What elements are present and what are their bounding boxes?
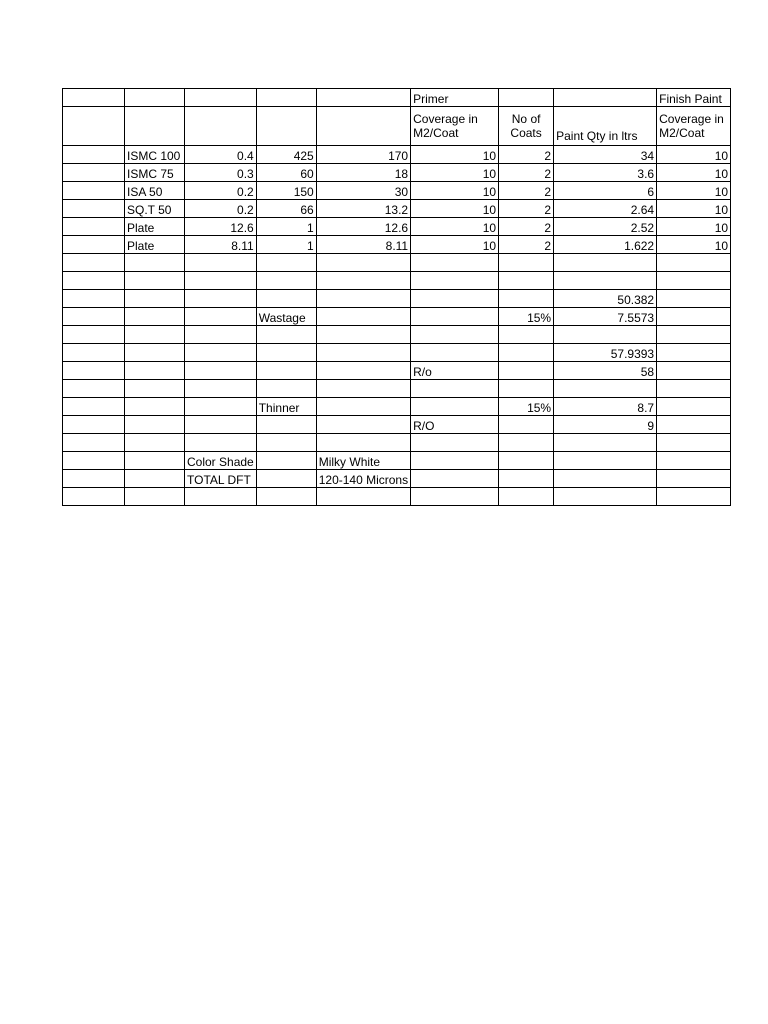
cell[interactable] (125, 362, 185, 380)
cell[interactable] (63, 308, 125, 326)
cell[interactable] (657, 470, 731, 488)
coats-cell[interactable]: 2 (499, 146, 554, 164)
thinner-label[interactable]: Thinner (256, 398, 316, 416)
cell[interactable] (499, 452, 554, 470)
value-a-cell[interactable]: 12.6 (185, 218, 257, 236)
cell[interactable] (63, 380, 125, 398)
cell[interactable] (411, 290, 499, 308)
value-b-cell[interactable]: 66 (256, 200, 316, 218)
table-row (63, 236, 731, 254)
cell[interactable] (63, 236, 125, 254)
finish-coverage-cell[interactable]: 10 (657, 182, 731, 200)
cell[interactable] (499, 344, 554, 362)
cell[interactable] (185, 290, 257, 308)
coverage-cell[interactable]: 10 (411, 236, 499, 254)
cell[interactable] (657, 308, 731, 326)
cell[interactable] (63, 146, 125, 164)
value-c-cell[interactable]: 30 (316, 182, 410, 200)
cell[interactable] (316, 380, 410, 398)
thinner-round-off-label[interactable]: R/O (411, 416, 499, 434)
cell[interactable] (657, 488, 731, 506)
thinner-row (63, 398, 731, 416)
cell[interactable] (316, 362, 410, 380)
section-cell[interactable]: ISMC 100 (125, 146, 185, 164)
cell[interactable] (125, 89, 185, 107)
wastage-value[interactable]: 7.5573 (554, 308, 657, 326)
empty-row (63, 326, 731, 344)
cell[interactable] (411, 470, 499, 488)
cell[interactable] (125, 326, 185, 344)
primer-header[interactable]: Primer (411, 89, 499, 107)
cell[interactable] (411, 326, 499, 344)
cell[interactable] (185, 488, 257, 506)
empty-row (63, 434, 731, 452)
header-row-2 (63, 107, 731, 146)
cell[interactable] (411, 344, 499, 362)
cell[interactable] (499, 362, 554, 380)
cell[interactable] (63, 290, 125, 308)
cell[interactable] (185, 398, 257, 416)
cell[interactable] (185, 107, 257, 146)
cell[interactable] (499, 89, 554, 107)
cell[interactable] (125, 254, 185, 272)
cell[interactable] (63, 416, 125, 434)
cell[interactable] (125, 470, 185, 488)
cell[interactable] (256, 452, 316, 470)
cell[interactable] (499, 470, 554, 488)
cell[interactable] (316, 326, 410, 344)
coverage-cell[interactable]: 10 (411, 218, 499, 236)
cell[interactable] (63, 164, 125, 182)
section-cell[interactable]: Plate (125, 236, 185, 254)
value-b-cell[interactable]: 150 (256, 182, 316, 200)
qty-cell[interactable]: 2.52 (554, 218, 657, 236)
cell[interactable] (125, 416, 185, 434)
cell[interactable] (256, 326, 316, 344)
cell[interactable] (316, 398, 410, 416)
cell[interactable] (63, 470, 125, 488)
cell[interactable] (185, 344, 257, 362)
table-row (63, 182, 731, 200)
value-c-cell[interactable]: 8.11 (316, 236, 410, 254)
cell[interactable] (411, 452, 499, 470)
cell[interactable] (657, 272, 731, 290)
cell[interactable] (125, 272, 185, 290)
cell[interactable] (256, 290, 316, 308)
qty-cell[interactable]: 2.64 (554, 200, 657, 218)
thinner-value[interactable]: 8.7 (554, 398, 657, 416)
cell[interactable] (499, 380, 554, 398)
cell[interactable] (411, 254, 499, 272)
cell[interactable] (316, 272, 410, 290)
cell[interactable] (125, 488, 185, 506)
cell[interactable] (411, 272, 499, 290)
subtotal-row (63, 290, 731, 308)
cell[interactable] (316, 89, 410, 107)
wastage-label[interactable]: Wastage (256, 308, 316, 326)
total-row (63, 344, 731, 362)
thinner-round-off-value[interactable]: 9 (554, 416, 657, 434)
cell[interactable] (256, 362, 316, 380)
cell[interactable] (316, 434, 410, 452)
cell[interactable] (63, 488, 125, 506)
cell[interactable] (411, 434, 499, 452)
finish-coverage-cell[interactable]: 10 (657, 236, 731, 254)
color-shade-value[interactable]: Milky White (316, 452, 410, 470)
round-off-value[interactable]: 58 (554, 362, 657, 380)
section-cell[interactable]: Plate (125, 218, 185, 236)
cell[interactable] (411, 488, 499, 506)
total-dft-row (63, 470, 731, 488)
cell[interactable] (125, 380, 185, 398)
cell[interactable] (63, 326, 125, 344)
cell[interactable] (499, 272, 554, 290)
value-b-cell[interactable]: 425 (256, 146, 316, 164)
cell[interactable] (125, 290, 185, 308)
cell[interactable] (316, 254, 410, 272)
cell[interactable] (554, 488, 657, 506)
cell[interactable] (185, 326, 257, 344)
cell[interactable] (63, 452, 125, 470)
round-off-label[interactable]: R/o (411, 362, 499, 380)
value-a-cell[interactable]: 0.4 (185, 146, 257, 164)
value-c-cell[interactable]: 13.2 (316, 200, 410, 218)
total-cell[interactable]: 57.9393 (554, 344, 657, 362)
cell[interactable] (499, 416, 554, 434)
value-a-cell[interactable]: 0.2 (185, 182, 257, 200)
thinner-percent[interactable]: 15% (499, 398, 554, 416)
cell[interactable] (256, 272, 316, 290)
coats-cell[interactable]: 2 (499, 164, 554, 182)
cell[interactable] (657, 452, 731, 470)
cell[interactable] (185, 434, 257, 452)
cell[interactable] (256, 434, 316, 452)
color-shade-label[interactable]: Color Shade (185, 452, 257, 470)
cell[interactable] (657, 416, 731, 434)
cell[interactable] (316, 107, 410, 146)
cell[interactable] (554, 434, 657, 452)
finish-paint-header[interactable]: Finish Paint (657, 89, 731, 107)
cell[interactable] (256, 344, 316, 362)
cell[interactable] (63, 218, 125, 236)
value-b-cell[interactable]: 1 (256, 236, 316, 254)
value-a-cell[interactable]: 0.2 (185, 200, 257, 218)
cell[interactable] (499, 290, 554, 308)
cell[interactable] (499, 326, 554, 344)
value-b-cell[interactable]: 60 (256, 164, 316, 182)
cell[interactable] (125, 434, 185, 452)
finish-coverage-cell[interactable]: 10 (657, 218, 731, 236)
qty-cell[interactable]: 3.6 (554, 164, 657, 182)
cell[interactable] (657, 254, 731, 272)
coats-cell[interactable]: 2 (499, 200, 554, 218)
cell[interactable] (316, 290, 410, 308)
cell[interactable] (316, 344, 410, 362)
table-row (63, 146, 731, 164)
color-shade-row (63, 452, 731, 470)
cell[interactable] (657, 362, 731, 380)
cell[interactable] (499, 254, 554, 272)
section-cell[interactable]: ISA 50 (125, 182, 185, 200)
cell[interactable] (125, 344, 185, 362)
value-a-cell[interactable]: 0.3 (185, 164, 257, 182)
qty-cell[interactable]: 6 (554, 182, 657, 200)
cell[interactable] (499, 488, 554, 506)
paint-qty-header[interactable]: Paint Qty in ltrs (554, 107, 657, 146)
cell[interactable] (185, 272, 257, 290)
empty-row (63, 488, 731, 506)
cell[interactable] (63, 398, 125, 416)
cell[interactable] (256, 254, 316, 272)
cell[interactable] (256, 416, 316, 434)
cell[interactable] (185, 380, 257, 398)
cell[interactable] (185, 308, 257, 326)
section-cell[interactable]: SQ.T 50 (125, 200, 185, 218)
cell[interactable] (256, 380, 316, 398)
paint-calculation-table (62, 88, 731, 506)
empty-row (63, 254, 731, 272)
cell[interactable] (657, 380, 731, 398)
qty-cell[interactable]: 1.622 (554, 236, 657, 254)
round-off-row (63, 362, 731, 380)
wastage-percent[interactable]: 15% (499, 308, 554, 326)
total-dft-label[interactable]: TOTAL DFT (185, 470, 257, 488)
cell[interactable] (411, 308, 499, 326)
cell[interactable] (185, 254, 257, 272)
qty-cell[interactable]: 34 (554, 146, 657, 164)
cell[interactable] (256, 89, 316, 107)
cell[interactable] (554, 326, 657, 344)
cell[interactable] (316, 416, 410, 434)
coverage-finish-header[interactable]: Coverage in M2/Coat (657, 107, 731, 146)
table-row (63, 218, 731, 236)
cell[interactable] (499, 434, 554, 452)
cell[interactable] (125, 308, 185, 326)
cell[interactable] (554, 89, 657, 107)
finish-coverage-cell[interactable]: 10 (657, 146, 731, 164)
coverage-cell[interactable]: 10 (411, 146, 499, 164)
cell[interactable] (657, 290, 731, 308)
coats-cell[interactable]: 2 (499, 218, 554, 236)
cell[interactable] (657, 326, 731, 344)
cell[interactable] (63, 434, 125, 452)
cell[interactable] (316, 488, 410, 506)
header-row-1 (63, 89, 731, 107)
cell[interactable] (554, 254, 657, 272)
cell[interactable] (657, 344, 731, 362)
cell[interactable] (63, 89, 125, 107)
cell[interactable] (125, 107, 185, 146)
cell[interactable] (63, 182, 125, 200)
cell[interactable] (554, 452, 657, 470)
cell[interactable] (185, 89, 257, 107)
cell[interactable] (256, 488, 316, 506)
cell[interactable] (63, 107, 125, 146)
cell[interactable] (411, 398, 499, 416)
subtotal-cell[interactable]: 50.382 (554, 290, 657, 308)
coats-cell[interactable]: 2 (499, 182, 554, 200)
no-of-coats-header[interactable]: No of Coats (499, 107, 554, 146)
finish-coverage-cell[interactable]: 10 (657, 200, 731, 218)
cell[interactable] (657, 434, 731, 452)
value-c-cell[interactable]: 12.6 (316, 218, 410, 236)
cell[interactable] (185, 416, 257, 434)
thinner-round-off-row (63, 416, 731, 434)
value-a-cell[interactable]: 8.11 (185, 236, 257, 254)
cell[interactable] (316, 308, 410, 326)
finish-coverage-cell[interactable]: 10 (657, 164, 731, 182)
coverage-cell[interactable]: 10 (411, 164, 499, 182)
table-row (63, 200, 731, 218)
cell[interactable] (63, 200, 125, 218)
coverage-primer-header[interactable]: Coverage in M2/Coat (411, 107, 499, 146)
coverage-cell[interactable]: 10 (411, 182, 499, 200)
cell[interactable] (63, 272, 125, 290)
cell[interactable] (554, 272, 657, 290)
value-c-cell[interactable]: 170 (316, 146, 410, 164)
value-c-cell[interactable]: 18 (316, 164, 410, 182)
value-b-cell[interactable]: 1 (256, 218, 316, 236)
empty-row (63, 380, 731, 398)
cell[interactable] (63, 344, 125, 362)
cell[interactable] (256, 107, 316, 146)
cell[interactable] (657, 398, 731, 416)
cell[interactable] (63, 254, 125, 272)
cell[interactable] (125, 452, 185, 470)
cell[interactable] (554, 470, 657, 488)
empty-row (63, 272, 731, 290)
coats-cell[interactable]: 2 (499, 236, 554, 254)
cell[interactable] (554, 380, 657, 398)
cell[interactable] (125, 398, 185, 416)
total-dft-value[interactable]: 120-140 Microns (316, 470, 410, 488)
coverage-cell[interactable]: 10 (411, 200, 499, 218)
table-row (63, 164, 731, 182)
cell[interactable] (256, 470, 316, 488)
section-cell[interactable]: ISMC 75 (125, 164, 185, 182)
cell[interactable] (63, 362, 125, 380)
cell[interactable] (185, 362, 257, 380)
cell[interactable] (411, 380, 499, 398)
wastage-row (63, 308, 731, 326)
